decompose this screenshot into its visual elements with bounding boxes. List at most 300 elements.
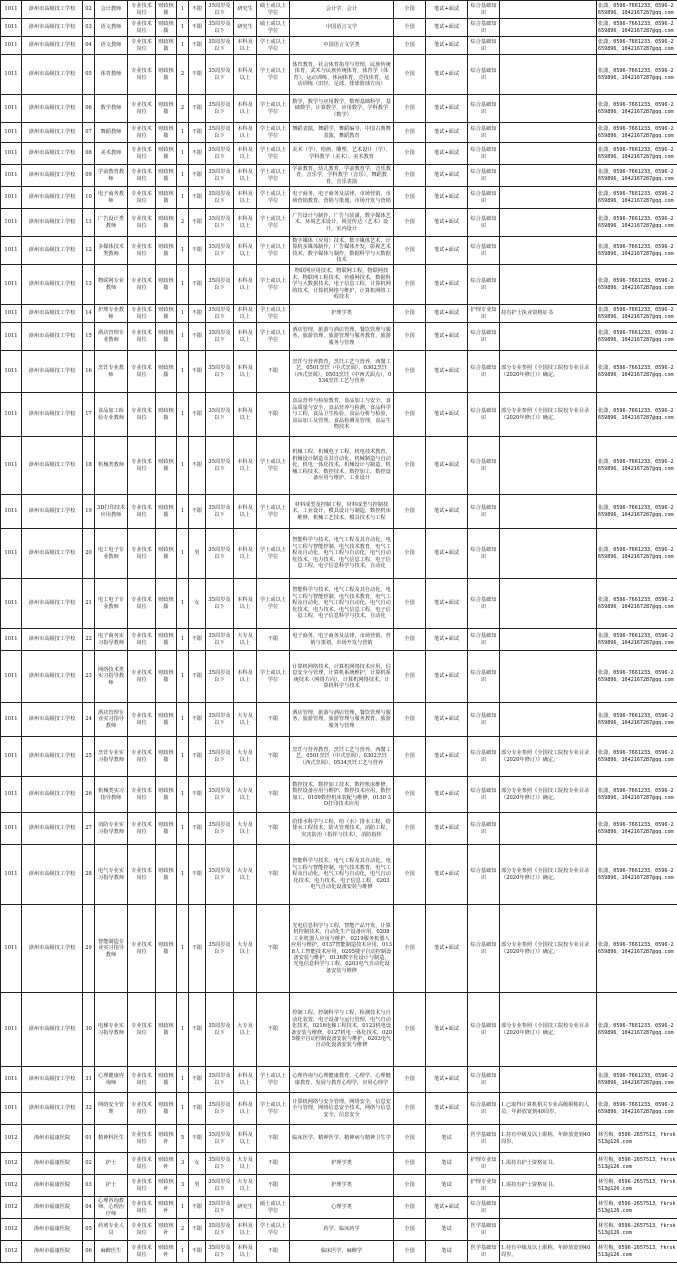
cell-gender: 不限: [189, 143, 206, 165]
cell-post-code: 02: [83, 1, 95, 19]
cell-headcount: 1: [177, 37, 189, 55]
cell-education: 大专及以上: [234, 1175, 257, 1197]
cell-contact: 张潇，0596-7661233，0596-2659896，1042167287@qq.com: [597, 351, 677, 393]
cell-contact: 林雪梅，0596-2657513，fkrsk513@126.com: [597, 1241, 677, 1263]
cell-gender: 不限: [189, 1241, 206, 1263]
cell-unit-code: 1011: [1, 737, 22, 777]
cell-exam-method: 笔试+面试: [426, 393, 468, 437]
cell-post-type: 专业技术岗位: [128, 1219, 156, 1241]
cell-education: 本科及以上: [234, 323, 257, 351]
cell-post-name: 语文教师: [95, 19, 128, 37]
cell-headcount: 1: [177, 495, 189, 529]
cell-exam-subject: 综合基础知识: [468, 529, 500, 579]
cell-funding: 财政核拨: [156, 19, 177, 37]
cell-exam-method: 笔试+面试: [426, 19, 468, 37]
cell-scope: 全国: [394, 143, 426, 165]
cell-unit-name: 漳州市高级技工学校: [22, 1093, 83, 1125]
cell-funding: 财政核拨: [156, 737, 177, 777]
cell-exam-method: 笔试+面试: [426, 495, 468, 529]
cell-unit-code: 1011: [1, 143, 22, 165]
cell-degree: 学士或以上学位: [257, 237, 290, 265]
cell-education: 本科及以上: [234, 1241, 257, 1263]
cell-exam-method: 笔试+面试: [426, 143, 468, 165]
cell-funding: 财政核拨: [156, 905, 177, 993]
cell-education: 研究生: [234, 1197, 257, 1219]
cell-contact: 林雪梅，0596-2657513，fkrsk513@126.com: [597, 1219, 677, 1241]
cell-remark: [500, 323, 597, 351]
cell-post-name: 心理咨询教师、心理治疗师: [95, 1197, 128, 1219]
cell-gender: 不限: [189, 777, 206, 813]
cell-post-name: 机械类教师: [95, 437, 128, 495]
cell-major: 机械工程，机械电子工程，机电技术教育，机械设计制造及其自动化，机械制造与自动化，机电一体化技术，机械设计与制造，机械工程技术，数控技术，数控加工，数控设备应用与维护，工业设计: [290, 437, 394, 495]
cell-post-code: 01: [83, 1125, 95, 1153]
cell-contact: 林雪梅，0596-2657513，fkrsk513@126.com: [597, 1125, 677, 1153]
table-row: [1, 905, 677, 993]
cell-contact: 张潇，0596-7661233，0596-2659896，1042167287@qq.com: [597, 437, 677, 495]
cell-education: 大专及以上: [234, 629, 257, 651]
cell-degree: 学士或以上学位: [257, 437, 290, 495]
cell-post-code: 30: [83, 993, 95, 1067]
cell-post-type: 专业技术岗位: [128, 437, 156, 495]
cell-age: 35周岁及以下: [206, 579, 234, 629]
cell-post-type: 专业技术岗位: [128, 703, 156, 737]
cell-contact: 张潇，0596-7661233，0596-2659896，1042167287@qq.com: [597, 123, 677, 143]
cell-age: 35周岁及以下: [206, 55, 234, 95]
table-row: [1, 1, 677, 19]
cell-post-name: 电梯专业实习指导教师: [95, 993, 128, 1067]
cell-scope: 全国: [394, 845, 426, 905]
cell-post-code: 07: [83, 123, 95, 143]
cell-funding: 财政核补: [156, 1125, 177, 1153]
cell-exam-method: 笔试+面试: [426, 1197, 468, 1219]
cell-funding: 财政核拨: [156, 579, 177, 629]
cell-unit-code: 1011: [1, 1067, 22, 1093]
cell-contact: 张潇，0596-7661233，0596-2659896，1042167287@qq.com: [597, 495, 677, 529]
cell-post-name: 广告设计类教师: [95, 209, 128, 237]
cell-exam-method: 笔试+面试: [426, 629, 468, 651]
cell-contact: 张潇，0596-7661233，0596-2659896，1042167287@qq.com: [597, 37, 677, 55]
cell-exam-method: 笔试: [426, 1153, 468, 1175]
cell-gender: 男: [189, 1175, 206, 1197]
cell-post-type: 专业技术岗位: [128, 305, 156, 323]
table-row: [1, 305, 677, 323]
cell-remark: [500, 529, 597, 579]
cell-unit-code: 1012: [1, 1219, 22, 1241]
cell-age: 35周岁及以下: [206, 123, 234, 143]
cell-post-type: 专业技术岗位: [128, 323, 156, 351]
cell-exam-subject: 综合基础知识: [468, 651, 500, 703]
cell-funding: 财政核拨: [156, 437, 177, 495]
table-row: [1, 1067, 677, 1093]
cell-age: 35周岁及以下: [206, 265, 234, 305]
cell-major: 智能科学与技术，电气工程及其自动化，电气工程与智能控制，电气技术教育，电气工程及自动化，电气工程与自动化，电气自动化技术，电力技术，电气信息工程，电子信息工程，电子信息科学与技术，自动化: [290, 529, 394, 579]
cell-post-code: 13: [83, 265, 95, 305]
cell-major: 护理学类: [290, 305, 394, 323]
cell-exam-subject: 综合基础知识: [468, 813, 500, 845]
cell-unit-code: 1011: [1, 651, 22, 703]
cell-unit-name: 漳州市高级技工学校: [22, 437, 83, 495]
cell-exam-method: 笔试: [426, 1125, 468, 1153]
cell-education: 本科及以上: [234, 143, 257, 165]
cell-exam-subject: 医学基础知识: [468, 1219, 500, 1241]
cell-degree: 不限: [257, 1241, 290, 1263]
cell-unit-code: 1011: [1, 351, 22, 393]
cell-scope: 全国: [394, 1093, 426, 1125]
cell-funding: 财政核拨: [156, 237, 177, 265]
cell-age: 35周岁及以下: [206, 143, 234, 165]
cell-gender: 不限: [189, 37, 206, 55]
cell-education: 大专及以上: [234, 1153, 257, 1175]
cell-age: 35周岁及以下: [206, 845, 234, 905]
cell-headcount: 2: [177, 55, 189, 95]
cell-post-code: 05: [83, 1219, 95, 1241]
cell-age: 35周岁及以下: [206, 393, 234, 437]
cell-funding: 财政核拨: [156, 209, 177, 237]
cell-headcount: 1: [177, 737, 189, 777]
table-row: [1, 777, 677, 813]
cell-unit-code: 1012: [1, 1153, 22, 1175]
cell-post-name: 消防专业实习指导教师: [95, 813, 128, 845]
cell-gender: 不限: [189, 437, 206, 495]
cell-age: 35周岁及以下: [206, 437, 234, 495]
cell-age: 35周岁及以下: [206, 777, 234, 813]
cell-post-code: 06: [83, 1241, 95, 1263]
cell-post-code: 10: [83, 187, 95, 209]
cell-age: 35周岁及以下: [206, 209, 234, 237]
cell-major: 物联网应用技术，物联网工程，物联网技术，物联网工程技术，传感网技术，数据科学与大数据技术，电子信息工程，计算机网络技术，计算机网络与维护，计算机网络工程技术: [290, 265, 394, 305]
cell-remark: [500, 95, 597, 123]
cell-post-code: 24: [83, 703, 95, 737]
cell-contact: 张潇，0596-7661233，0596-2659896，1042167287@qq.com: [597, 993, 677, 1067]
cell-unit-name: 漳州市高级技工学校: [22, 777, 83, 813]
cell-degree: 硕士或以上学位: [257, 1, 290, 19]
cell-scope: 全国: [394, 187, 426, 209]
cell-post-type: 专业技术岗位: [128, 777, 156, 813]
cell-age: 35周岁及以下: [206, 351, 234, 393]
cell-age: 35周岁及以下: [206, 37, 234, 55]
cell-unit-name: 漳州市高级技工学校: [22, 95, 83, 123]
cell-headcount: 1: [177, 579, 189, 629]
cell-contact: 张潇，0596-7661233，0596-2659896，1042167287@qq.com: [597, 165, 677, 187]
cell-degree: 学士或以上学位: [257, 529, 290, 579]
cell-exam-subject: 综合基础知识: [468, 1093, 500, 1125]
cell-post-code: 04: [83, 1197, 95, 1219]
cell-education: 大专及以上: [234, 993, 257, 1067]
cell-unit-code: 1011: [1, 579, 22, 629]
cell-remark: [500, 437, 597, 495]
cell-age: 35周岁及以下: [206, 1125, 234, 1153]
cell-education: 本科及以上: [234, 95, 257, 123]
cell-exam-method: 笔试+面试: [426, 187, 468, 209]
cell-post-name: 物联网专业教师: [95, 265, 128, 305]
cell-contact: 张潇，0596-7661233，0596-2659896，1042167287@qq.com: [597, 579, 677, 629]
cell-post-type: 专业技术岗位: [128, 1067, 156, 1093]
cell-post-name: 精神科医生: [95, 1125, 128, 1153]
cell-post-name: 会计教师: [95, 1, 128, 19]
cell-major: 临床医学、麻醉学: [290, 1241, 394, 1263]
cell-education: 本科及以上: [234, 305, 257, 323]
cell-funding: 财政核拨: [156, 323, 177, 351]
cell-unit-name: 漳州市高级技工学校: [22, 905, 83, 993]
cell-post-type: 专业技术岗位: [128, 651, 156, 703]
cell-education: 本科及以上: [234, 1093, 257, 1125]
cell-unit-name: 漳州市高级技工学校: [22, 629, 83, 651]
cell-degree: 学士或以上学位: [257, 143, 290, 165]
cell-remark: [500, 1219, 597, 1241]
cell-unit-code: 1011: [1, 209, 22, 237]
cell-headcount: 1: [177, 651, 189, 703]
cell-remark: 部分专业参照《全国技工院校专业目录（2020年修订）》确定。: [500, 351, 597, 393]
cell-degree: 学士或以上学位: [257, 209, 290, 237]
cell-exam-method: 笔试+面试: [426, 437, 468, 495]
cell-unit-name: 漳州市福康医院: [22, 1153, 83, 1175]
cell-headcount: 1: [177, 845, 189, 905]
cell-post-name: 烹饪专业实习指导教师: [95, 737, 128, 777]
cell-education: 本科及以上: [234, 209, 257, 237]
cell-unit-code: 1012: [1, 1241, 22, 1263]
cell-exam-subject: 综合基础知识: [468, 993, 500, 1067]
cell-education: 本科及以上: [234, 1067, 257, 1093]
cell-headcount: 1: [177, 265, 189, 305]
cell-post-code: 21: [83, 579, 95, 629]
cell-gender: 不限: [189, 209, 206, 237]
cell-funding: 财政核拨: [156, 993, 177, 1067]
cell-funding: 财政核拨: [156, 265, 177, 305]
table-row: [1, 237, 677, 265]
cell-headcount: 1: [177, 1, 189, 19]
cell-scope: 全国: [394, 1175, 426, 1197]
cell-post-name: 食品加工检验专业教师: [95, 393, 128, 437]
table-row: [1, 495, 677, 529]
cell-unit-name: 漳州市福康医院: [22, 1219, 83, 1241]
cell-age: 35周岁及以下: [206, 651, 234, 703]
cell-degree: 学士或以上学位: [257, 1067, 290, 1093]
cell-post-type: 专业技术岗位: [128, 351, 156, 393]
cell-funding: 财政核拨: [156, 393, 177, 437]
cell-exam-method: 笔试+面试: [426, 351, 468, 393]
cell-post-name: 网络技术类实习指导教师: [95, 651, 128, 703]
cell-post-type: 专业技术岗位: [128, 1241, 156, 1263]
cell-age: 35周岁及以下: [206, 993, 234, 1067]
cell-gender: 不限: [189, 351, 206, 393]
cell-unit-name: 漳州市高级技工学校: [22, 305, 83, 323]
cell-unit-name: 漳州市高级技工学校: [22, 143, 83, 165]
cell-gender: 不限: [189, 165, 206, 187]
cell-unit-name: 漳州市高级技工学校: [22, 55, 83, 95]
cell-major: 学前教育，幼儿教育，学前教育学，音乐教育，音乐学，学科教学（音乐），舞蹈教育，音乐表演: [290, 165, 394, 187]
cell-education: 本科及以上: [234, 237, 257, 265]
cell-exam-subject: 综合基础知识: [468, 187, 500, 209]
cell-unit-name: 漳州市高级技工学校: [22, 393, 83, 437]
cell-age: 35周岁及以下: [206, 1153, 234, 1175]
cell-unit-code: 1011: [1, 703, 22, 737]
cell-major: 光电信息科学与工程，智能产品开发，计算机控制技术，自动化生产设备应用，0208工业机器人应用与维护，0219服务机器人应用与维护，0137智能制造技术应用，0138人工智能技术应用，0205楼宇自动控制设备安装与维护，0136数字化设计与制造，光电信息科学与工程，0203电气自动化设备安装与维修: [290, 905, 394, 993]
cell-post-name: 网络安全管理: [95, 1093, 128, 1125]
cell-remark: [500, 651, 597, 703]
cell-major: 计算机网络技术，计算机网络技术应用，信息安全与管理，计算机系统维护，计算机系统技术（网络方向），计算机网络技术，计算机科学与技术: [290, 651, 394, 703]
cell-unit-code: 1011: [1, 905, 22, 993]
cell-unit-code: 1012: [1, 1197, 22, 1219]
table-row: [1, 629, 677, 651]
cell-post-type: 专业技术岗位: [128, 579, 156, 629]
cell-post-code: 08: [83, 143, 95, 165]
cell-unit-code: 1011: [1, 437, 22, 495]
cell-remark: [500, 1197, 597, 1219]
cell-unit-code: 1011: [1, 123, 22, 143]
cell-post-code: 02: [83, 1153, 95, 1175]
cell-scope: 全国: [394, 237, 426, 265]
cell-education: 本科及以上: [234, 37, 257, 55]
cell-unit-code: 1011: [1, 265, 22, 305]
cell-remark: [500, 1, 597, 19]
cell-education: 大专及以上: [234, 777, 257, 813]
cell-scope: 全国: [394, 529, 426, 579]
cell-funding: 财政核拨: [156, 305, 177, 323]
cell-unit-name: 漳州市高级技工学校: [22, 323, 83, 351]
cell-exam-subject: 综合基础知识: [468, 845, 500, 905]
cell-post-code: 22: [83, 629, 95, 651]
cell-remark: [500, 123, 597, 143]
cell-funding: 财政核补: [156, 1175, 177, 1197]
cell-unit-code: 1011: [1, 37, 22, 55]
cell-major: 数学，数学与应用数学，数理基础科学，基础数学，计算数学，应用数学，学科教学（数学）: [290, 95, 394, 123]
cell-major: 临床医学、精神医学、精神病与精神卫生学: [290, 1125, 394, 1153]
cell-funding: 财政核拨: [156, 351, 177, 393]
cell-post-type: 专业技术岗位: [128, 905, 156, 993]
cell-exam-method: 笔试+面试: [426, 703, 468, 737]
cell-degree: 不限: [257, 813, 290, 845]
cell-post-type: 专业技术岗位: [128, 123, 156, 143]
cell-age: 35周岁及以下: [206, 165, 234, 187]
cell-scope: 全国: [394, 905, 426, 993]
cell-unit-code: 1011: [1, 529, 22, 579]
cell-funding: 财政核补: [156, 1153, 177, 1175]
cell-headcount: 1: [177, 393, 189, 437]
cell-exam-method: 笔试+面试: [426, 1093, 468, 1125]
cell-remark: [500, 629, 597, 651]
cell-scope: 全国: [394, 1125, 426, 1153]
cell-education: 本科及以上: [234, 165, 257, 187]
cell-age: 35周岁及以下: [206, 323, 234, 351]
cell-unit-code: 1011: [1, 393, 22, 437]
table-row: [1, 165, 677, 187]
cell-post-type: 专业技术岗位: [128, 265, 156, 305]
cell-unit-code: 1012: [1, 1175, 22, 1197]
cell-remark: [500, 209, 597, 237]
cell-post-name: 电工电子专业教师: [95, 529, 128, 579]
cell-post-type: 专业技术岗位: [128, 737, 156, 777]
cell-degree: 不限: [257, 737, 290, 777]
cell-funding: 财政核拨: [156, 187, 177, 209]
cell-unit-code: 1011: [1, 777, 22, 813]
cell-degree: 学士或以上学位: [257, 1093, 290, 1125]
cell-post-code: 09: [83, 165, 95, 187]
cell-post-code: 05: [83, 55, 95, 95]
cell-funding: 财政核拨: [156, 1067, 177, 1093]
cell-gender: 不限: [189, 95, 206, 123]
cell-age: 35周岁及以下: [206, 905, 234, 993]
cell-post-type: 专业技术岗位: [128, 209, 156, 237]
cell-headcount: 3: [177, 1153, 189, 1175]
cell-remark: [500, 579, 597, 629]
cell-exam-subject: 综合基础知识: [468, 777, 500, 813]
cell-age: 35周岁及以下: [206, 703, 234, 737]
cell-education: 本科及以上: [234, 651, 257, 703]
cell-scope: 全国: [394, 579, 426, 629]
cell-post-type: 专业技术岗位: [128, 95, 156, 123]
cell-exam-method: 笔试: [426, 1175, 468, 1197]
cell-degree: 不限: [257, 1175, 290, 1197]
cell-post-code: 04: [83, 37, 95, 55]
cell-headcount: 1: [177, 143, 189, 165]
cell-headcount: 1: [177, 1093, 189, 1125]
cell-degree: 学士或以上学位: [257, 55, 290, 95]
cell-exam-subject: 综合基础知识: [468, 579, 500, 629]
cell-funding: 财政核拨: [156, 1093, 177, 1125]
cell-education: 本科及以上: [234, 437, 257, 495]
cell-degree: 不限: [257, 905, 290, 993]
cell-major: 电子商务，电子商务及法律，市场营销，市场营销教育，营销与策划，市场开发与营销: [290, 187, 394, 209]
cell-exam-subject: 综合基础知识: [468, 1, 500, 19]
cell-exam-subject: 综合基础知识: [468, 737, 500, 777]
cell-gender: 不限: [189, 703, 206, 737]
cell-scope: 全国: [394, 495, 426, 529]
cell-degree: 学士或以上学位: [257, 495, 290, 529]
cell-exam-method: 笔试+面试: [426, 265, 468, 305]
cell-major: 给排水科学与工程，给（水）排水工程，给排水工程技术，防火管理技术，消防工程，灾害防治（指挥与技术），消防指挥: [290, 813, 394, 845]
cell-remark: 部分专业参照《全国技工院校专业目录（2020年修订）》确定。: [500, 393, 597, 437]
cell-exam-method: 笔试+面试: [426, 237, 468, 265]
cell-education: 研究生: [234, 1, 257, 19]
cell-scope: 全国: [394, 703, 426, 737]
table-row: [1, 1153, 677, 1175]
cell-contact: 张潇，0596-7661233，0596-2659896，1042167287@qq.com: [597, 95, 677, 123]
cell-post-type: 专业技术岗位: [128, 1, 156, 19]
cell-headcount: 1: [177, 905, 189, 993]
cell-contact: 张潇，0596-7661233，0596-2659896，1042167287@qq.com: [597, 1067, 677, 1093]
cell-exam-method: 笔试+面试: [426, 579, 468, 629]
cell-degree: 不限: [257, 351, 290, 393]
cell-scope: 全国: [394, 351, 426, 393]
cell-headcount: 1: [177, 123, 189, 143]
cell-major: 舞蹈表演，舞蹈学，舞蹈编导，中国古典舞表演，舞蹈教育: [290, 123, 394, 143]
cell-contact: 张潇，0596-7661233，0596-2659896，1042167287@qq.com: [597, 19, 677, 37]
cell-degree: 学士或以上学位: [257, 1219, 290, 1241]
cell-education: 本科及以上: [234, 351, 257, 393]
cell-major: 广告设计与制作，广告与装潢，数字媒体艺术，环境艺术设计，视觉传达（艺术）设计，室内设计: [290, 209, 394, 237]
table-row: [1, 529, 677, 579]
cell-remark: [500, 703, 597, 737]
cell-funding: 财政核拨: [156, 651, 177, 703]
table-row: [1, 651, 677, 703]
cell-post-name: 机械类实习指导教师: [95, 777, 128, 813]
cell-major: 酒店管理，旅游与酒店管理，餐饮管理与服务，旅游管理，旅游管理与服务教育，旅游服务与管理: [290, 703, 394, 737]
table-row: [1, 1197, 677, 1219]
cell-degree: 学士或以上学位: [257, 579, 290, 629]
cell-headcount: 3: [177, 1175, 189, 1197]
cell-exam-subject: 综合基础知识: [468, 703, 500, 737]
cell-degree: 学士或以上学位: [257, 651, 290, 703]
cell-scope: 全国: [394, 1241, 426, 1263]
cell-education: 本科及以上: [234, 55, 257, 95]
table-row: [1, 95, 677, 123]
table-row: [1, 1093, 677, 1125]
cell-remark: [500, 187, 597, 209]
cell-headcount: 1: [177, 813, 189, 845]
cell-post-code: 14: [83, 305, 95, 323]
cell-headcount: 1: [177, 1241, 189, 1263]
cell-contact: 张潇，0596-7661233，0596-2659896，1042167287@qq.com: [597, 703, 677, 737]
